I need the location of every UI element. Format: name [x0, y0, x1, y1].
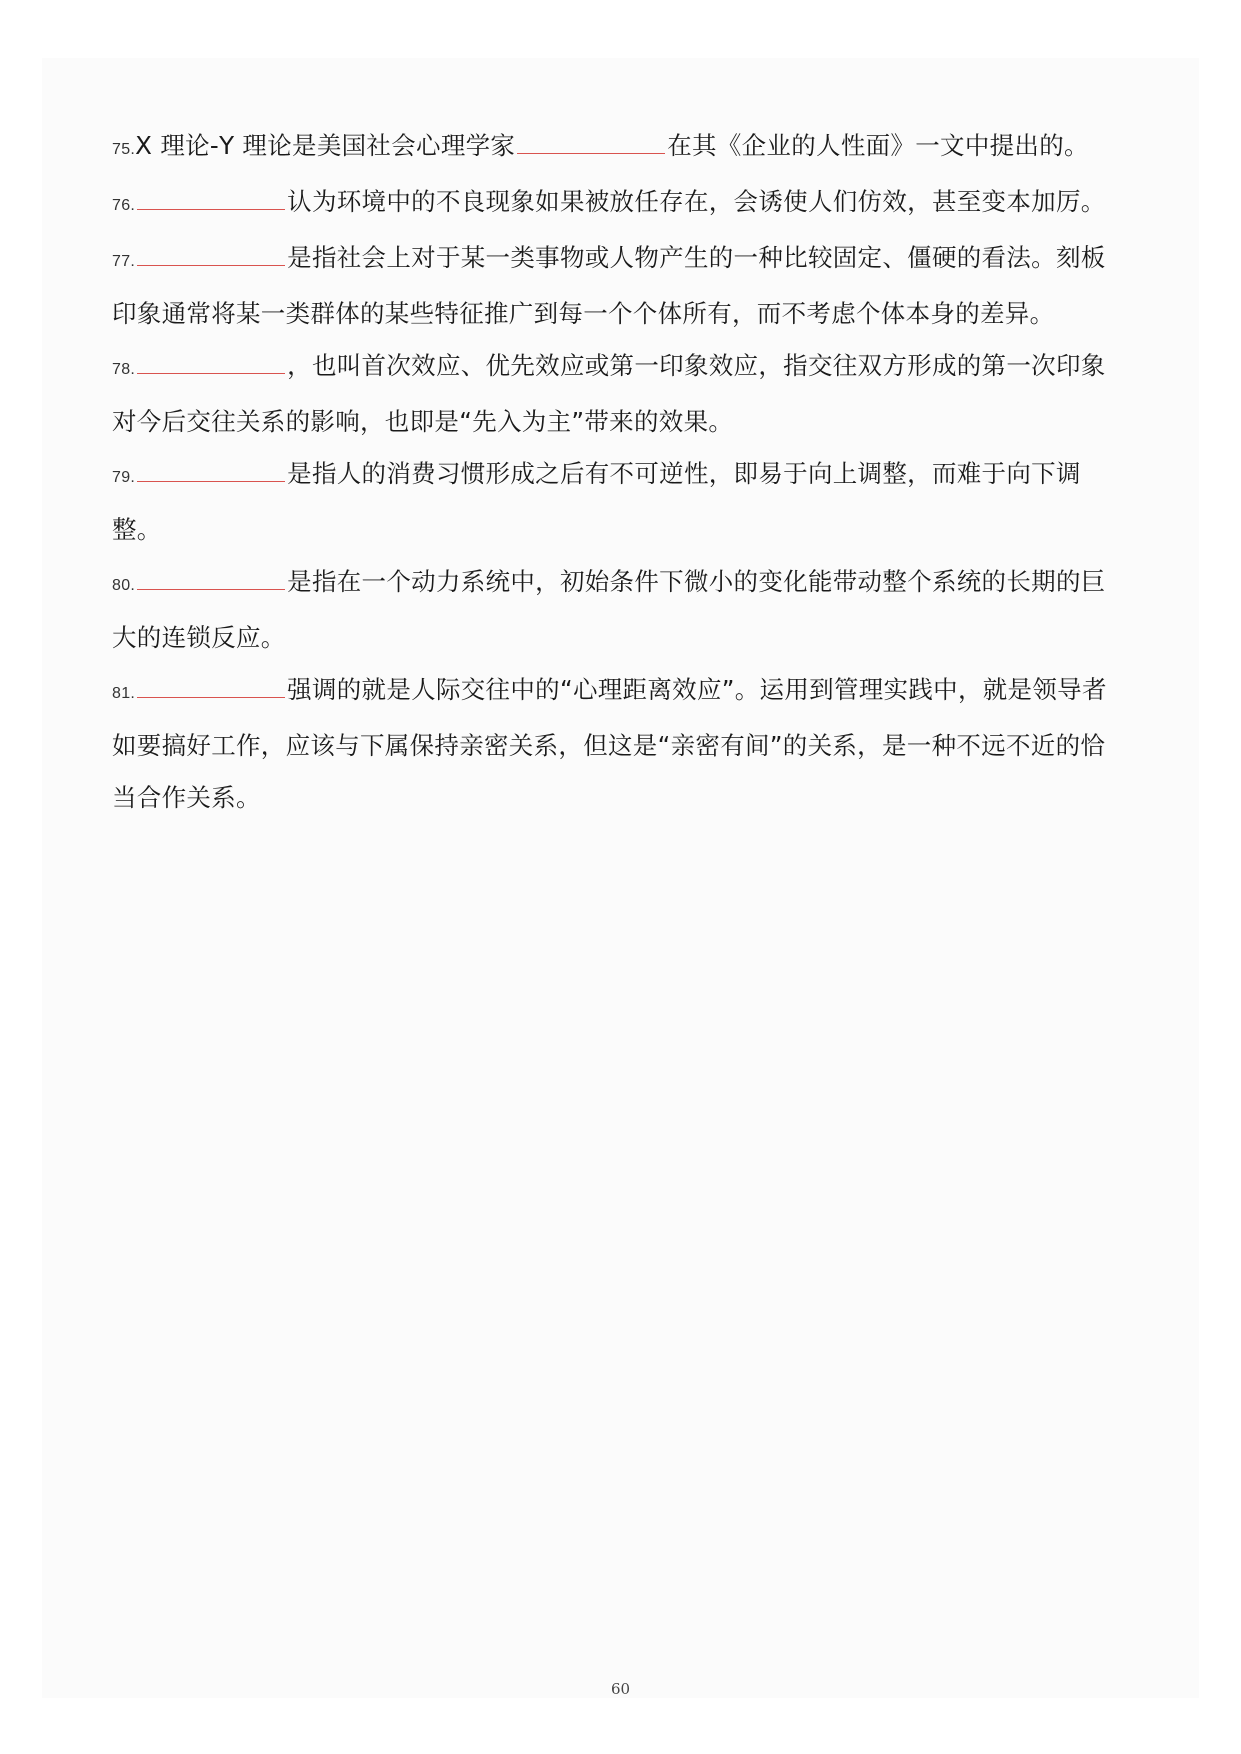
question-list — [112, 120, 1122, 824]
question-number: 77. — [112, 253, 136, 270]
answer-blank[interactable] — [517, 131, 665, 154]
question-text-after: 是指人的消费习惯形成之后有不可逆性，即易于向上调整，而难于向下调整。 — [112, 459, 1081, 544]
answer-blank[interactable] — [137, 351, 285, 374]
question-text-after: 是指在一个动力系统中，初始条件下微小的变化能带动整个系统的长期的巨大的连锁反应。 — [112, 567, 1106, 652]
question-81 — [112, 664, 1122, 824]
question-number: 80. — [112, 577, 136, 594]
question-78 — [112, 340, 1122, 448]
question-79 — [112, 448, 1122, 556]
question-number: 79. — [112, 469, 136, 486]
question-text-after: ，也叫首次效应、优先效应或第一印象效应，指交往双方形成的第一次印象对今后交往关系的影响，也即是“先入为主”带来的效果。 — [112, 351, 1106, 436]
question-number: 76. — [112, 197, 136, 214]
question-text-after: 强调的就是人际交往中的“心理距离效应”。运用到管理实践中，就是领导者如要搞好工作，应该与下属保持亲密关系，但这是“亲密有间”的关系，是一种不远不近的恰当合作关系。 — [112, 675, 1107, 812]
question-text-after: 认为环境中的不良现象如果被放任存在，会诱使人们仿效，甚至变本加厉。 — [287, 187, 1106, 216]
question-number: 81. — [112, 685, 136, 702]
question-text-before: X 理论-Y 理论是美国社会心理学家 — [135, 131, 516, 160]
answer-blank[interactable] — [137, 459, 285, 482]
page-number: 60 — [610, 1680, 631, 1698]
answer-blank[interactable] — [137, 567, 285, 590]
question-number: 75. — [112, 141, 136, 158]
answer-blank[interactable] — [137, 187, 285, 210]
question-75 — [112, 120, 1122, 176]
question-text-after: 在其《企业的人性面》一文中提出的。 — [667, 131, 1089, 160]
answer-blank[interactable] — [137, 675, 285, 698]
question-76 — [112, 176, 1122, 232]
question-text-after: 是指社会上对于某一类事物或人物产生的一种比较固定、僵硬的看法。刻板印象通常将某一类群体的某些特征推广到每一个个体所有，而不考虑个体本身的差异。 — [112, 243, 1106, 328]
answer-blank[interactable] — [137, 243, 285, 266]
question-80 — [112, 556, 1122, 664]
question-number: 78. — [112, 361, 136, 378]
question-77 — [112, 232, 1122, 340]
